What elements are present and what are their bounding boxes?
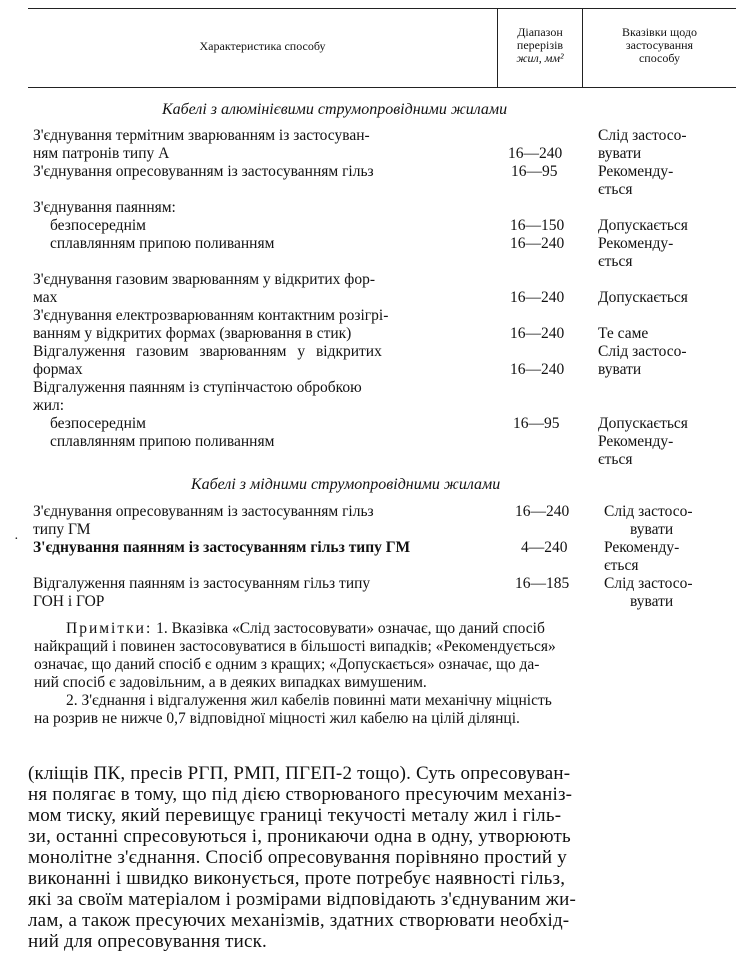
note-line: Допускається	[598, 415, 688, 432]
row-text-line: ванням у відкритих формах (зварювання в стик)	[33, 325, 352, 342]
row-text-line: сплавлянням припою поливанням	[50, 235, 275, 252]
row-text-line: типу ГМ	[33, 521, 91, 538]
note-line: Рекоменду-	[598, 235, 674, 252]
table-row-range: 16—240	[515, 503, 570, 520]
note-line: Слід застосо-	[604, 575, 693, 592]
table-row-name	[33, 379, 362, 415]
header-range-line: жил, мм²	[516, 51, 564, 65]
table-row-range: 16—240	[510, 361, 565, 378]
note-line: Те саме	[598, 325, 649, 342]
table-row-range: 16—240	[510, 325, 565, 342]
row-text-line: З'єднування термітним зварюванням із застосуван-	[33, 127, 370, 144]
notes-line-4: ний спосіб є задовільним, а в деяких випадках вимушеним.	[34, 674, 427, 691]
table-row-name	[33, 199, 176, 217]
header-range-line: перерізів	[516, 38, 564, 52]
table-row-name	[33, 503, 374, 539]
note-line: Слід застосо-	[604, 503, 693, 520]
table-row-name	[50, 235, 274, 253]
notes-line-3: означає, що даний спосіб є одним з кращих; «Допускається» означає, що да-	[34, 656, 540, 673]
table-row-name	[33, 163, 374, 181]
table-row-note	[598, 343, 687, 379]
notes-text: 1. Вказівка «Слід застосовувати» означає, що даний спосіб	[152, 620, 545, 637]
row-text-line: сплавлянням припою поливанням	[50, 433, 275, 450]
row-text-line: Відгалуження паянням із застосуванням гільз типу	[33, 575, 371, 592]
note-line: Допускається	[598, 289, 688, 306]
section-title-copper: Кабелі з мідними струмопровідними жилами	[191, 476, 501, 493]
header-instructions-line: застосування	[625, 38, 694, 52]
table-row-range: 16—95	[511, 163, 558, 180]
table-row-note	[604, 575, 693, 611]
notes-line-5: 2. З'єднання і відгалуження жил кабелів повинні мати механічну міцність	[66, 692, 552, 709]
header-instructions	[583, 26, 736, 65]
table-row-note	[604, 503, 693, 539]
table-row-note	[598, 433, 673, 469]
header-range-line: Діапазон	[517, 25, 563, 39]
note-line: вувати	[630, 521, 674, 538]
row-text-line: З'єднування опресовуванням із застосуванням гільз	[33, 503, 374, 520]
table-row-note	[598, 163, 673, 199]
table-row-name	[33, 575, 370, 611]
body-paragraph-line: лам, а також пресуючих механізмів, здатних створювати необхід-	[28, 910, 570, 931]
note-line: ється	[604, 557, 639, 574]
table-row-name	[33, 127, 370, 163]
table-row-name	[33, 343, 382, 379]
body-paragraph-line: зи, останні спресовуються і, проникаючи одна в одну, утворюють	[28, 826, 571, 847]
row-text-line: З'єднування паянням:	[33, 199, 176, 216]
table-row-note	[598, 415, 688, 433]
table-row-range: 16—95	[513, 415, 560, 432]
note-line: Допускається	[598, 217, 688, 234]
header-instructions-line: Вказівки щодо	[622, 25, 697, 39]
table-top-rule	[28, 8, 736, 9]
row-text-line: мах	[33, 289, 58, 306]
header-instructions-line: способу	[638, 51, 681, 65]
table-row-note	[598, 235, 673, 271]
note-line: Слід застосо-	[598, 127, 687, 144]
row-text-line: формах	[33, 361, 83, 378]
row-text-line: безпосереднім	[50, 415, 146, 432]
body-paragraph-line: монолітне з'єднання. Спосіб опресовування порівняно простий у	[28, 847, 567, 868]
note-line: ється	[598, 451, 633, 468]
note-line: Рекоменду-	[604, 539, 680, 556]
table-row-range: 16—240	[510, 235, 565, 252]
table-row-range: 16—185	[515, 575, 570, 592]
table-row-name	[50, 433, 274, 451]
table-row-note	[598, 325, 648, 343]
row-text-line: ГОН і ГОР	[33, 593, 105, 610]
table-row-name	[33, 271, 375, 307]
row-text-line: Відгалуження паянням із ступінчастою обробкою	[33, 379, 362, 396]
row-text-line: жил:	[33, 397, 65, 414]
notes-line-2: найкращий і повинен застосовуватися в більшості випадків; «Рекомендується»	[34, 638, 556, 655]
body-paragraph-line: ний для опресовування тиск.	[28, 931, 267, 952]
row-text-line: безпосереднім	[50, 217, 146, 234]
table-row-range: 4—240	[521, 539, 568, 556]
notes-line-1	[66, 620, 545, 638]
table-row-range: 16—240	[508, 145, 563, 162]
notes-line-6: на розрив не нижче 0,7 відповідної міцності жил кабелю на цілій ділянці.	[34, 710, 520, 727]
row-text-line: З'єднування паянням із застосуванням гільз типу ГМ	[33, 539, 411, 556]
table-header-rule	[28, 87, 736, 88]
row-text-line: З'єднування опресовуванням із застосуванням гільз	[33, 163, 374, 180]
row-text-line: Відгалуження газовим зварюванням у відкритих	[33, 343, 382, 360]
section-title-aluminium: Кабелі з алюмінієвими струмопровідними жилами	[162, 101, 508, 118]
row-text-line: З'єднування електрозварюванням контактним розігрі-	[33, 307, 389, 324]
note-line: вувати	[630, 593, 674, 610]
note-line: вувати	[598, 145, 642, 162]
row-text-line: ням патронів типу А	[33, 145, 170, 162]
note-line: ється	[598, 253, 633, 270]
note-line: Рекоменду-	[598, 433, 674, 450]
header-range	[498, 26, 582, 65]
table-row-name	[50, 415, 146, 433]
note-line: вувати	[598, 361, 642, 378]
row-text-line: З'єднування газовим зварюванням у відкритих фор-	[33, 271, 375, 288]
table-row-name	[50, 217, 146, 235]
header-characteristic: Характеристика способу	[199, 39, 326, 53]
note-line: Рекоменду-	[598, 163, 674, 180]
table-row-note	[604, 539, 679, 575]
body-paragraph-line: ня полягає в тому, що під дією створюваного пресуючим механіз-	[28, 784, 573, 805]
table-row-note	[598, 127, 687, 163]
table-row-range: 16—150	[510, 217, 565, 234]
notes-label: Примітки:	[66, 620, 153, 637]
note-line: ється	[598, 181, 633, 198]
body-paragraph-line: (кліщів ПК, пресів РГП, РМП, ПГЕП-2 тощо). Суть опресовуван-	[28, 763, 571, 784]
margin-dot: ·	[14, 532, 19, 547]
table-row-note	[598, 217, 688, 235]
body-paragraph-line: мом тиску, який перевищує границі текучості металу жил і гіль-	[28, 805, 562, 826]
body-paragraph-line: які за своїм матеріалом і розмірами відповідають з'єднуваним жи-	[28, 889, 577, 910]
table-row-range: 16—240	[510, 289, 565, 306]
table-row-name	[33, 539, 410, 557]
note-line: Слід застосо-	[598, 343, 687, 360]
body-paragraph-line: виконанні і швидко виконується, проте потребує наявності гільз,	[28, 868, 566, 889]
table-row-name	[33, 307, 388, 343]
table-row-note	[598, 289, 688, 307]
